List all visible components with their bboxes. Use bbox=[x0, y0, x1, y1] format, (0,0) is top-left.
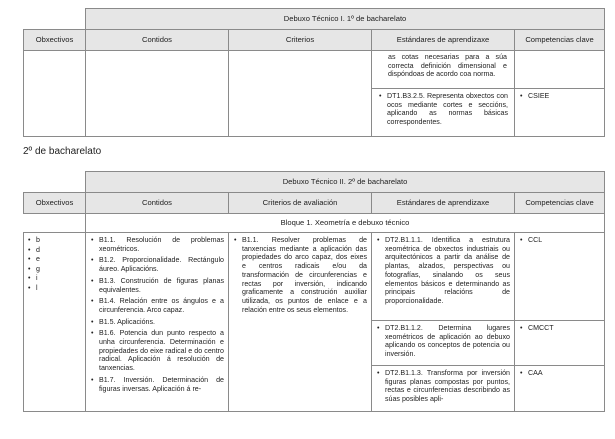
list-item: • CAA bbox=[519, 369, 600, 378]
section-subtitle: 2º de bacharelato bbox=[23, 146, 102, 157]
list-item: • DT2.B1.1.1. Identifica a estrutura xeométrica de obxectos industriais ou arquitectónicos a partir da análise de plantas, alzados, perspectivas ou fotografías, sinalando os seus elementos básicos e determinando as principais relacións de proporcionalidade. bbox=[376, 236, 510, 306]
column-header: Contidos bbox=[86, 193, 229, 214]
obxectivos-cell bbox=[24, 233, 86, 412]
list-item: • b bbox=[27, 236, 82, 246]
estandar-cell bbox=[372, 321, 515, 366]
list-item: • B1.7. Inversión. Determinación de figuras inversas. Aplicación á re- bbox=[90, 376, 224, 393]
list-item: • B1.2. Proporcionalidade. Rectángulo áureo. Aplicacións. bbox=[90, 256, 224, 273]
column-header: Criterios de avaliación bbox=[229, 193, 372, 214]
contidos-cell bbox=[86, 233, 229, 412]
block-title: Bloque 1. Xeometría e debuxo técnico bbox=[86, 214, 605, 233]
list-item: • e bbox=[27, 255, 82, 265]
competencias-cell bbox=[515, 89, 605, 137]
column-header: Competencias clave bbox=[515, 30, 605, 51]
competencias-cell bbox=[515, 365, 605, 411]
obxectivos-cell bbox=[24, 51, 86, 137]
list-item: • B1.3. Construción de figuras planas equivalentes. bbox=[90, 277, 224, 294]
estandar-cell bbox=[372, 89, 515, 137]
list-item: • g bbox=[27, 265, 82, 275]
estandar-cell bbox=[372, 365, 515, 411]
column-header: Contidos bbox=[86, 30, 229, 51]
list-item: • l bbox=[27, 284, 82, 294]
list-item: • i bbox=[27, 274, 82, 284]
table-title: Debuxo Técnico II. 2º de bacharelato bbox=[86, 172, 605, 193]
column-header: Criterios bbox=[229, 30, 372, 51]
list-item: • DT2.B1.1.3. Transforma por inversión figuras planas compostas por puntos, rectas e circunferencias describindo as súas posibles apli- bbox=[376, 369, 510, 404]
list-item: • DT1.B3.2.5. Representa obxectos con ocos mediante cortes e seccións, aplicando as normas básicas correspondentes. bbox=[378, 92, 508, 127]
column-header: Estándares de aprendizaxe bbox=[372, 193, 515, 214]
list-item: • CCL bbox=[519, 236, 600, 245]
competencias-cell bbox=[515, 233, 605, 321]
competencias-cell bbox=[515, 321, 605, 366]
list-item: • B1.1. Resolver problemas de tanxencias mediante a aplicación das propiedades do arco capaz, dos eixes e centros radicais e/ou da transformación de circunferencias e rectas por inversión, indicando graficamente a construción auxiliar utilizada, os puntos de enlace e a relación entre os seus elementos. bbox=[233, 236, 367, 314]
column-header: Estándares de aprendizaxe bbox=[372, 30, 515, 51]
list-item: • B1.6. Potencia dun punto respecto a unha circunferencia. Determinación e propiedades do eixe radical e do centro radical. Aplicación á resolución de tanxencias. bbox=[90, 329, 224, 373]
list-item: • B1.5. Aplicacións. bbox=[90, 318, 224, 327]
list-item: • CSIEE bbox=[519, 92, 600, 101]
list-item: • B1.1. Resolución de problemas xeométricos. bbox=[90, 236, 224, 253]
table-title: Debuxo Técnico I. 1º de bacharelato bbox=[86, 9, 605, 30]
estandar-cell bbox=[372, 51, 515, 89]
list-item: • DT2.B1.1.2. Determina lugares xeométricos de aplicación ao debuxo aplicando os conceptos de potencia ou inversión. bbox=[376, 324, 510, 359]
list-item: • d bbox=[27, 246, 82, 256]
criterios-cell bbox=[229, 51, 372, 137]
table-debuxo-tecnico-2 bbox=[23, 171, 605, 412]
column-header: Obxectivos bbox=[24, 30, 86, 51]
estandar-cell bbox=[372, 233, 515, 321]
estandar-text: as cotas necesarias para a súa correcta definición dimensional e dispóndoas de acordo coa norma. bbox=[388, 53, 507, 79]
contidos-cell bbox=[86, 51, 229, 137]
list-item: • CMCCT bbox=[519, 324, 600, 333]
column-header: Competencias clave bbox=[515, 193, 605, 214]
competencias-cell bbox=[515, 51, 605, 89]
criterios-cell bbox=[229, 233, 372, 412]
list-item: • B1.4. Relación entre os ángulos e a circunferencia. Arco capaz. bbox=[90, 297, 224, 314]
table-debuxo-tecnico-1 bbox=[23, 8, 605, 137]
column-header: Obxectivos bbox=[24, 193, 86, 214]
